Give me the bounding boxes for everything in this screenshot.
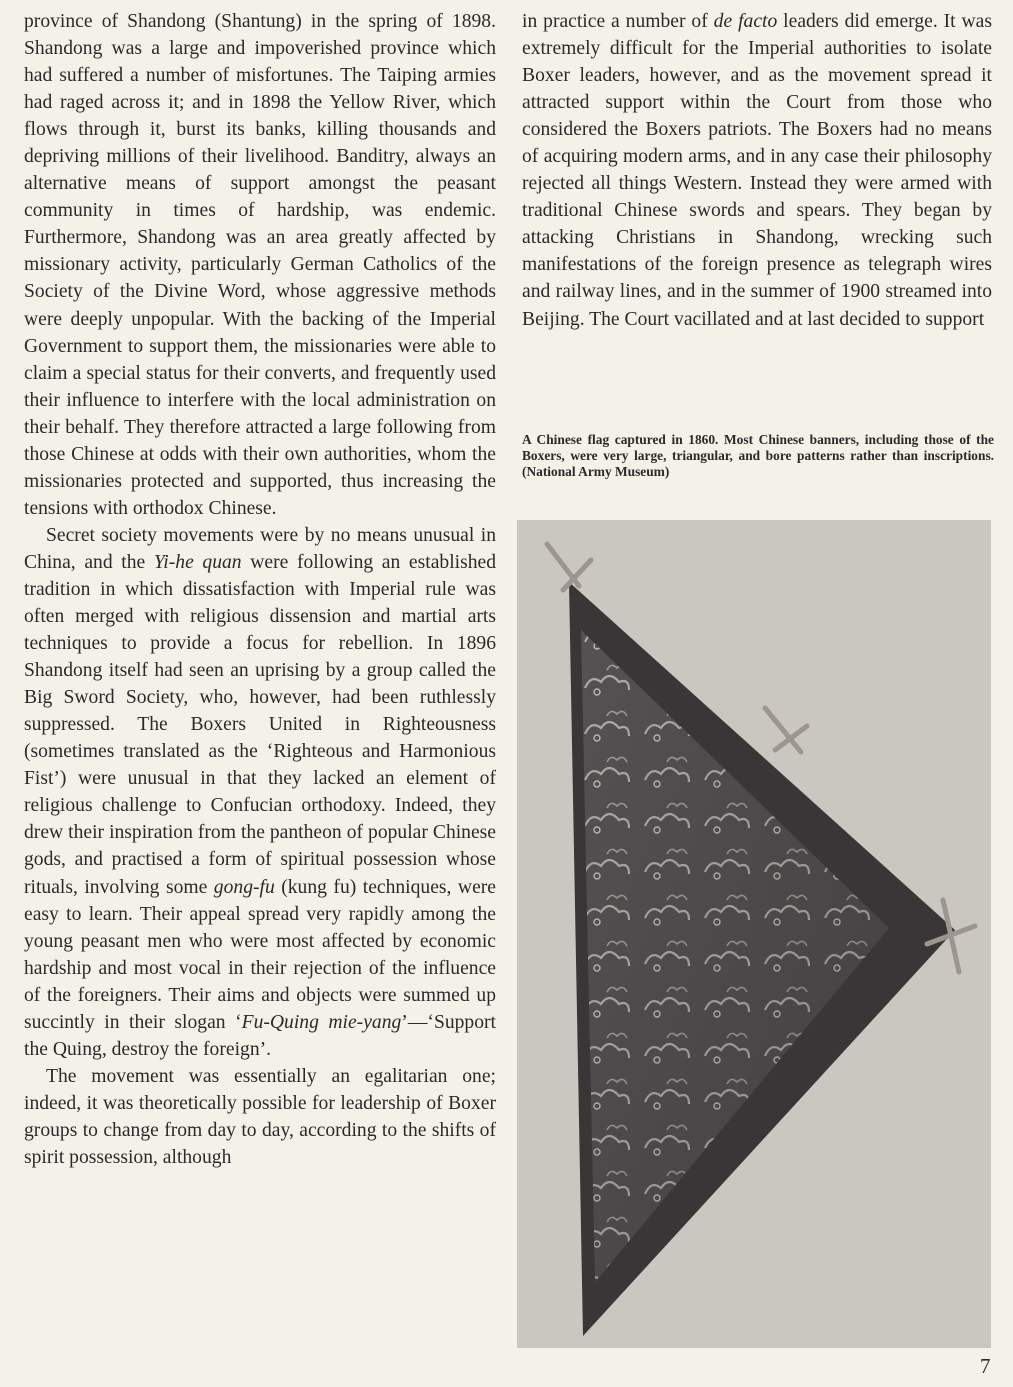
paragraph: province of Shandong (Shantung) in the spring of 1898. Shandong was a large and impoverished province which had suffered a number of misfortunes. The Taiping armies had raged across it; and in 1898 the Yellow River, which flows through it, burst its banks, killing thousands and depriving millions of their livelihood. Banditry, always an alternative means of support amongst the peasant community in times of hardship, was endemic. Furthermore, Shandong was an area greatly affected by missionary activity, particularly German Catholics of the Society of the Divine Word, whose aggressive methods were deeply unpopular. With the backing of the Imperial Government to support them, the missionaries were able to claim a special status for their converts, and frequently used their influence to interfere with the local administration on their behalf. They therefore attracted a large following from those Chinese at odds with their own authorities, whom the missionaries protected and supported, thus increasing the tensions with orthodox Chinese. [24, 11, 496, 519]
right-text-column [522, 8, 992, 333]
paragraph: in practice a number of de facto leaders did emerge. It was extremely difficult for the Imperial authorities to isolate Boxer leaders, however, and as the movement spread it attracted support within the Court from those who considered the Boxers patriots. The Boxers had no means of acquiring modern arms, and in any case their philosophy rejected all things Western. Instead they were armed with traditional Chinese swords and spears. They began by attacking Christians in Shandong, wrecking such manifestations of the foreign presence as telegraph wires and railway lines, and in the summer of 1900 streamed into Beijing. The Court vacillated and at last decided to support [522, 11, 992, 330]
paragraph: Secret society movements were by no means unusual in China, and the Yi-he quan were following an established tradition in which dissatisfaction with Imperial rule was often merged with religious dissension and martial arts techniques to provide a focus for rebellion. In 1896 Shandong itself had seen an uprising by a group called the Big Sword Society, who, however, had been ruthlessly suppressed. The Boxers United in Righteousness (sometimes translated as the ‘Righteous and Harmonious Fist’) were unusual in that they lacked an element of religious challenge to Confucian orthodoxy. Indeed, they drew their inspiration from the pantheon of popular Chinese gods, and practised a form of spiritual possession whose rituals, involving some gong-fu (kung fu) techniques, were easy to learn. Their appeal spread very rapidly among the young peasant men who were most affected by economic hardship and most vocal in their rejection of the influence of the foreigners. Their aims and objects were summed up succintly in their slogan ‘Fu-Quing mie-yang’—‘Support the Quing, destroy the foreign’. [24, 524, 496, 1060]
flag-illustration [517, 520, 991, 1348]
italic-term: Yi-he quan [153, 551, 242, 573]
paragraph: The movement was essentially an egalitarian one; indeed, it was theoretically possible for leadership of Boxer groups to change from day to day, according to the shifts of spirit possession, although [24, 1065, 496, 1168]
italic-term: gong-fu [213, 876, 275, 898]
italic-term: Fu-Quing mie-yang [241, 1011, 402, 1033]
figure-caption: A Chinese flag captured in 1860. Most Chinese banners, including those of the Boxers, were very large, triangular, and bore patterns rather than inscriptions. (National Army Museum) [522, 432, 994, 480]
page-number: 7 [980, 1354, 991, 1378]
flag-photograph [517, 520, 991, 1348]
italic-term: de facto [713, 11, 778, 32]
left-text-column [24, 8, 496, 1171]
